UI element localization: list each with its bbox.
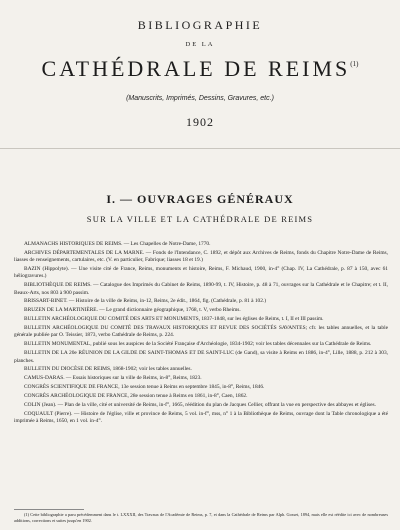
subtitle: (Manuscrits, Imprimés, Dessins, Gravures, etc.) bbox=[126, 95, 274, 102]
footnote-marker: (1) bbox=[350, 60, 359, 68]
bibliography-entry: BAZIN (Hippolyte). — Une visite cité de France, Reims, monuments et histoire, Reims, F. Michaud, 1900, in-4° (Chap. IV, La Cathédrale, p. 87 à 150, avec 61 héliogravures.) bbox=[14, 266, 388, 280]
bibliography-entry: ARCHIVES DÉPARTEMENTALES DE LA MARNE. — Fonds de l'Intendance, C. 1892, et dépôt aux Archives de Reims, fonds du Chapitre Notre-Dame de Reims, liasses de renseignements, cartulaires, etc. (V. en particulier, Fabrique; liasses 18 et 19.) bbox=[14, 249, 388, 264]
bibliography-entry: BULLETIN MONUMENTAL, publié sous les auspices de la Société Française d'Archéologie, 1834-1902; voir les tables décennales sur la Cathédrale de Reims. bbox=[24, 341, 372, 348]
bibliography-entry: BIBLIOTHÈQUE DE REIMS. — Catalogue des Imprimés du Cabinet de Reims, 1890-99, t. IV, Histoire, p. 48 à 71, ouvrages sur la Cathédrale et le Chapitre; et t. II, Beaux-Arts, nos 803 à 900 passim. bbox=[14, 282, 388, 296]
bibliography-entry: BRISSART-BINET. — Histoire de la ville de Reims, in-12, Reims, 2e édit., 1864, fig. (Cathédrale, p. 81 à 102.) bbox=[24, 298, 267, 305]
bibliography-entry: COLIN (Jean). — Plan de la ville, cité et université de Reims, in-f°, 1665, réédition du plan de Jacques Cellier, offrant la vue en perspective des abbayes et églises. bbox=[24, 401, 376, 408]
bibliography-entry: ALMANACHS HISTORIQUES DE REIMS. — Les Chapelles de Notre-Dame, 1770. bbox=[24, 241, 211, 247]
section-heading: I. — OUVRAGES GÉNÉRAUX bbox=[106, 192, 294, 206]
bibliography-list bbox=[14, 241, 388, 427]
footnote: (1) Cette bibliographie a paru précédemment dans le t. LXXXII, des Travaux de l'Académie de Reims, p. 7, et dans la Cathédrale de Reims par Alph. Gosset, 1894, mais elle est réédite ici avec de nombreuses additions, corrections et suites jusqu'en 1902. bbox=[14, 512, 388, 523]
bibliography-entry: BRUZEN DE LA MARTINIÈRE. — Le grand dictionnaire géographique, 1768, t. V, verbo Rheims. bbox=[24, 307, 241, 314]
bibliography-entry: BULLETIN ARCHÉOLOGIQUE DU COMITÉ DES TRAVAUX HISTORIQUES ET REVUE DES SOCIÉTÉS SAVANTES; cfr. les tables annuelles, et la table générale publiée par O. Teissier, 1873, verbo Cathédrale de Reims, p. 224. bbox=[14, 325, 388, 339]
title-line-de-la: DE LA bbox=[185, 41, 215, 48]
main-title-text: CATHÉDRALE DE REIMS bbox=[41, 56, 351, 81]
bibliography-entry: CAMUS-DARAS. — Essais historiques sur la ville de Reims, in-8°, Reims, 1823. bbox=[24, 375, 202, 382]
section-subheading: SUR LA VILLE ET LA CATHÉDRALE DE REIMS bbox=[86, 214, 314, 224]
bibliography-entry: CONGRÈS SCIENTIFIQUE DE FRANCE, 13e session tenue à Reims en septembre 1845, in-8°, Reims, 1846. bbox=[24, 384, 265, 391]
bibliography-entry: BULLETIN DU DIOCÈSE DE REIMS, 1868-1902; voir les tables annuelles. bbox=[24, 366, 192, 373]
main-title bbox=[0, 56, 400, 82]
bibliography-entry: BULLETIN DE LA 20e RÉUNION DE LA GILDE DE SAINT-THOMAS ET DE SAINT-LUC (de Gand), sa visite à Reims en 1886, in-4°, Lille, 1888, p. 212 à 303, planches. bbox=[14, 350, 388, 364]
bibliography-entry: COQUAULT (Pierre). — Histoire de l'église, ville et province de Reims, 5 vol. in-f°, mss, n° 1 à la Bibliothèque de Reims, ouvrage dont la Table chronologique a été imprimée à Reims, 1650, en 1 vol. in-4°. bbox=[14, 410, 388, 425]
year: 1902 bbox=[186, 115, 214, 129]
bibliography-entry: BULLETIN ARCHÉOLOGIQUE DU COMITÉ DES ARTS ET MONUMENTS, 1837-1848, sur les églises de Reims, t. I, II et III passim. bbox=[24, 316, 324, 323]
bibliography-entry: CONGRÈS ARCHÉOLOGIQUE DE FRANCE, 28e session tenue à Reims en 1861, in-8°, Caen, 1862. bbox=[24, 393, 248, 400]
title-line-bibliographie: BIBLIOGRAPHIE bbox=[137, 18, 263, 32]
page-fold-divider bbox=[0, 148, 400, 149]
footnote-divider bbox=[14, 509, 84, 510]
